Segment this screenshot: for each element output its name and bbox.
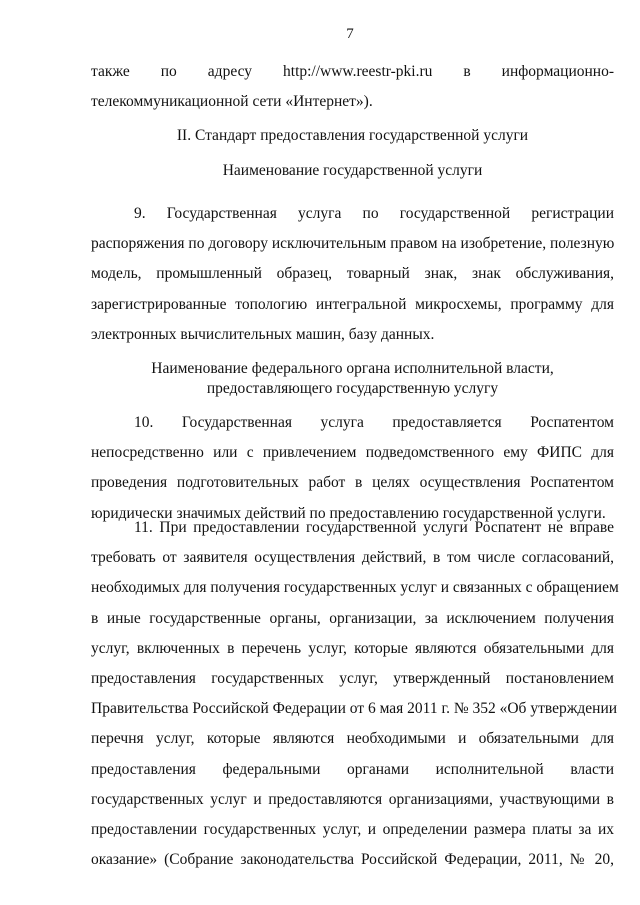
paragraph-line: предоставлении государственных услуг, и определении размера платы за их — [91, 820, 614, 838]
paragraph-9 — [91, 199, 614, 350]
paragraph-line: юридически значимых действий по предоставлению государственной услуги. — [91, 504, 606, 522]
subheading-federal-body — [91, 359, 614, 399]
subheading-service-name: Наименование государственной услуги — [222, 162, 483, 179]
section-title: II. Стандарт предоставления государственной услуги — [176, 127, 529, 144]
paragraph-line: государственных услуг и предоставляются организациями, участвующими в — [91, 790, 614, 808]
paragraph-line: предоставления государственных услуг, утвержденный постановлением — [91, 669, 614, 687]
paragraph-line: электронных вычислительных машин, базу данных. — [91, 325, 435, 343]
paragraph-line: требовать от заявителя осуществления действий, в том числе согласований, — [91, 549, 614, 567]
paragraph-line: распоряжения по договору исключительным правом на изобретение, полезную — [91, 235, 615, 253]
intro-line: телекоммуникационной сети «Интернет»). — [91, 93, 373, 111]
intro-paragraph — [91, 57, 614, 117]
subheading-line: Наименование федерального органа исполнительной власти, — [151, 360, 554, 377]
paragraph-line: перечня услуг, которые являются необходимыми и обязательными для — [91, 730, 614, 748]
paragraph-line: модель, промышленный образец, товарный знак, знак обслуживания, — [91, 265, 614, 283]
paragraph-line: предоставления федеральными органами исполнительной власти — [91, 760, 614, 778]
subheading-line: предоставляющего государственную услугу — [206, 380, 499, 397]
paragraph-11 — [91, 513, 619, 875]
paragraph-10 — [91, 408, 614, 529]
paragraph-line: в иные государственные органы, организации, за исключением получения — [91, 609, 614, 627]
paragraph-line: необходимых для получения государственных услуг и связанных с обращением — [91, 579, 619, 597]
intro-line: также по адресу http://www.reestr-pki.ru в информационно- — [91, 63, 614, 80]
paragraph-line: Правительства Российской Федерации от 6 мая 2011 г. № 352 «Об утверждении — [91, 700, 618, 718]
paragraph-line: непосредственно или с привлечением подведомственного ему ФИПС для — [91, 444, 614, 462]
paragraph-line: 9. Государственная услуга по государственной регистрации — [134, 205, 614, 222]
paragraph-line: проведения подготовительных работ в целях осуществления Роспатентом — [91, 474, 614, 492]
paragraph-line: зарегистрированные топологию интегральной микросхемы, программу для — [91, 295, 614, 313]
paragraph-line: 10. Государственная услуга предоставляется Роспатентом — [134, 414, 614, 431]
paragraph-line: оказание» (Собрание законодательства Российской Федерации, 2011, № 20, — [91, 851, 614, 869]
page-number: 7 — [346, 26, 354, 42]
paragraph-line: 11. При предоставлении государственной услуги Роспатент не вправе — [134, 519, 614, 536]
paragraph-line: услуг, включенных в перечень услуг, которые являются обязательными для — [91, 639, 614, 657]
